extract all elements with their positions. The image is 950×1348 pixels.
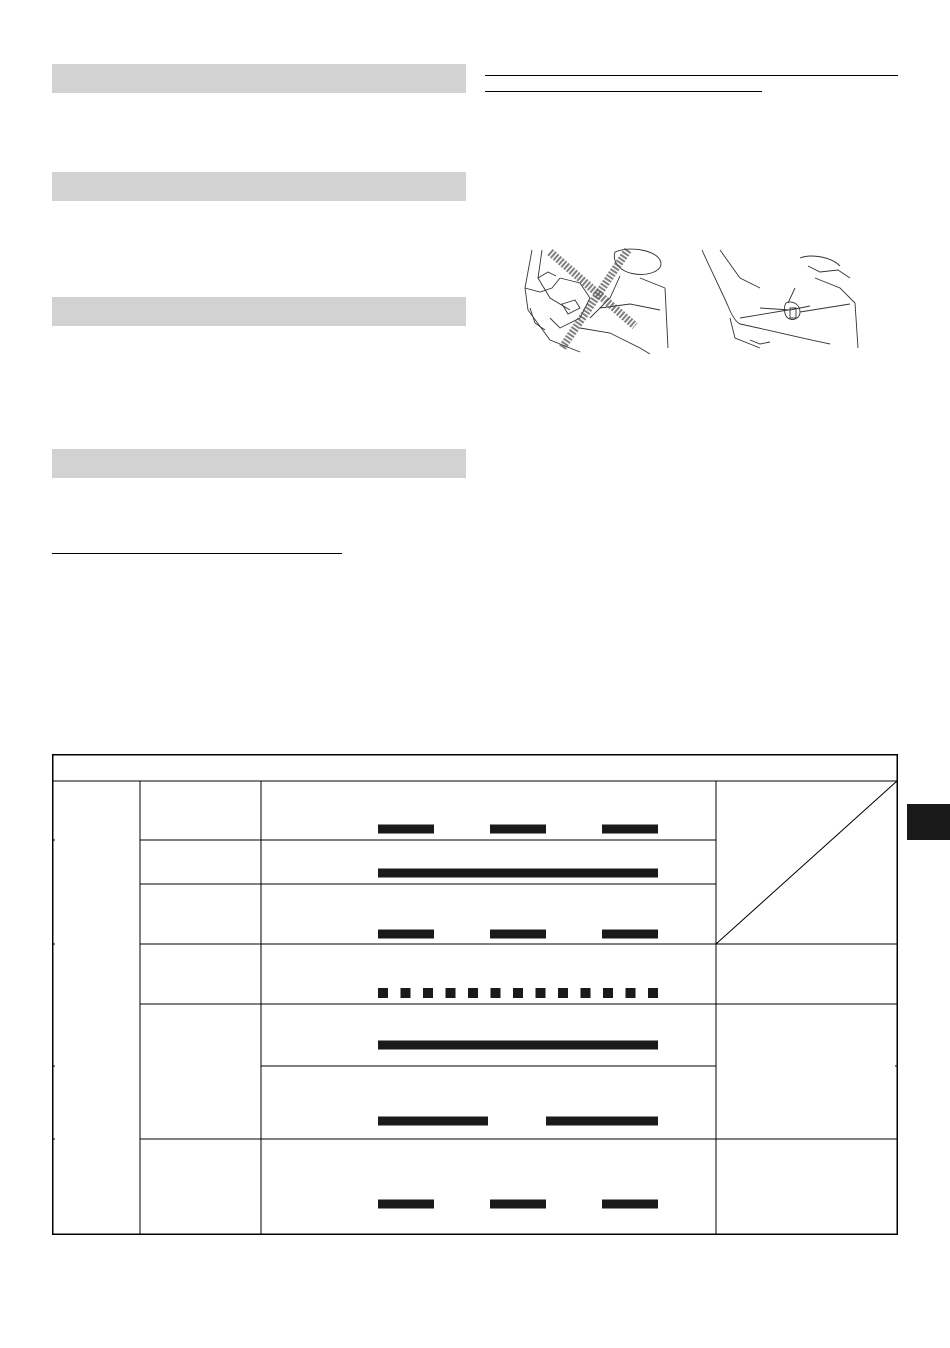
blink-segment bbox=[378, 1117, 488, 1126]
section-heading-bar-3 bbox=[52, 297, 466, 326]
blink-segment bbox=[468, 988, 478, 998]
blink-segment bbox=[446, 988, 456, 998]
blink-segment bbox=[423, 988, 433, 998]
blink-segment bbox=[378, 930, 434, 939]
blink-segment bbox=[558, 988, 568, 998]
figure-correct-placement bbox=[700, 248, 850, 354]
subheading-underline-left bbox=[52, 553, 342, 554]
blink-segment bbox=[378, 869, 658, 878]
blink-segment bbox=[401, 988, 411, 998]
blink-segment bbox=[626, 988, 636, 998]
blink-segment bbox=[536, 988, 546, 998]
blink-segment bbox=[491, 988, 501, 998]
section-heading-bar-4 bbox=[52, 449, 466, 478]
blink-segment bbox=[648, 988, 658, 998]
indicator-table-grid bbox=[52, 754, 898, 1235]
blink-segment bbox=[603, 988, 613, 998]
indicator-table bbox=[52, 754, 898, 1235]
diagonal-slash bbox=[716, 781, 897, 944]
right-heading-underline-2 bbox=[485, 91, 762, 92]
car-interior-illustration bbox=[520, 248, 670, 354]
blink-segment bbox=[490, 825, 546, 834]
section-heading-bar-2 bbox=[52, 172, 466, 201]
blink-segment bbox=[378, 1041, 658, 1050]
blink-segment bbox=[378, 825, 434, 834]
blink-segment bbox=[490, 930, 546, 939]
blink-segment bbox=[602, 825, 658, 834]
blink-segment bbox=[513, 988, 523, 998]
right-heading-underline-1 bbox=[485, 75, 898, 76]
blink-segment bbox=[581, 988, 591, 998]
figure-incorrect-placement bbox=[520, 248, 670, 354]
blink-segment bbox=[602, 1200, 658, 1209]
car-seat-illustration bbox=[700, 248, 860, 354]
blink-segment bbox=[378, 1200, 434, 1209]
blink-segment bbox=[546, 1117, 658, 1126]
section-edge-tab bbox=[907, 804, 950, 840]
cross-stroke-2 bbox=[562, 250, 628, 348]
blink-segment bbox=[378, 988, 388, 998]
blink-segment bbox=[602, 930, 658, 939]
blink-segment bbox=[490, 1200, 546, 1209]
section-heading-bar-1 bbox=[52, 64, 466, 93]
